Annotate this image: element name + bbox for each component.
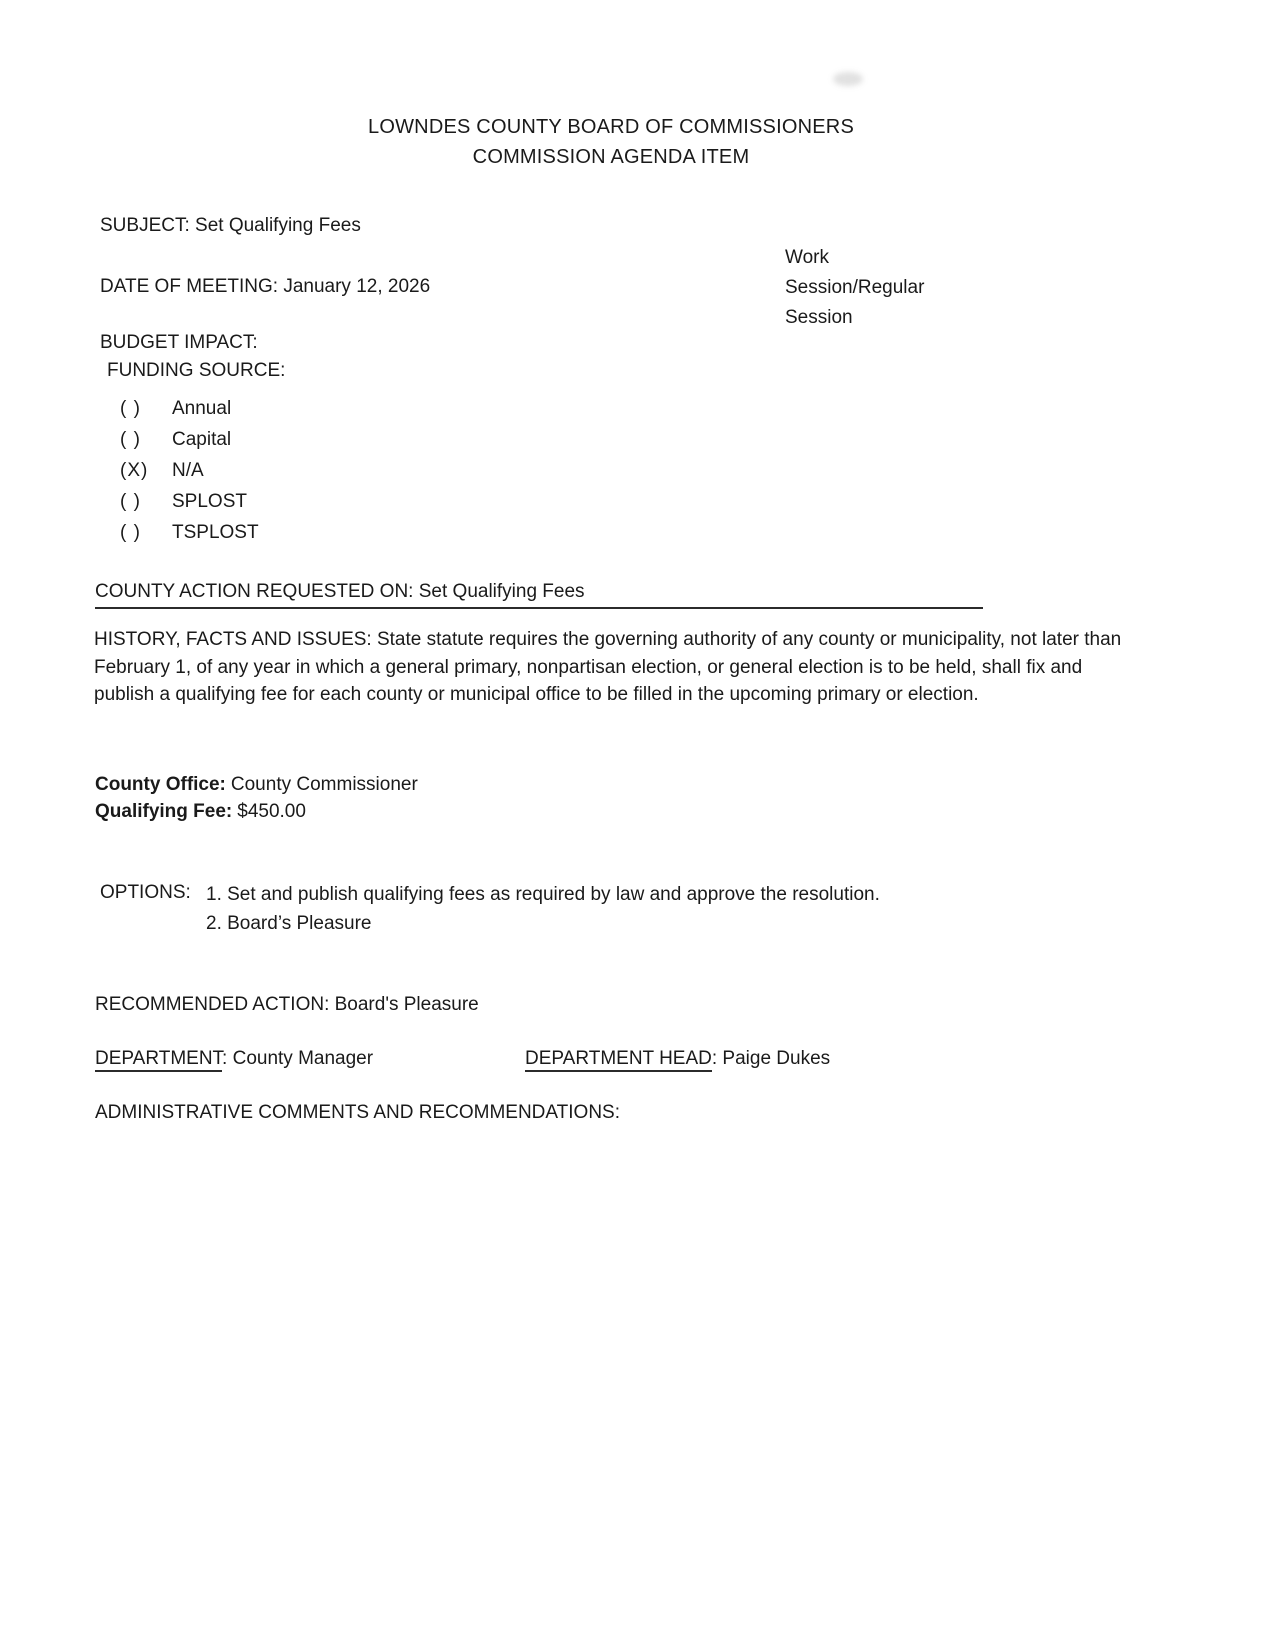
document-title-line1: LOWNDES COUNTY BOARD OF COMMISSIONERS	[368, 116, 854, 138]
checkbox-capital: ( )	[120, 428, 141, 450]
department-head-line	[525, 1046, 830, 1072]
department-head-label: DEPARTMENT HEAD	[525, 1048, 712, 1072]
funding-option-annual	[120, 393, 259, 424]
department-value: : County Manager	[222, 1048, 374, 1069]
session-type-line3: Session	[785, 307, 853, 328]
qualifying-fee-label: Qualifying Fee:	[95, 801, 233, 822]
county-office-value: County Commissioner	[230, 774, 418, 795]
session-type-line1: Work	[785, 247, 829, 268]
funding-option-splost	[120, 486, 259, 517]
option-item-2: 2. Board’s Pleasure	[206, 913, 372, 934]
funding-option-label: Annual	[172, 397, 232, 419]
options-list	[206, 880, 880, 938]
funding-source-list	[120, 393, 259, 548]
qualifying-fee-value: $450.00	[237, 801, 306, 822]
options-block	[100, 880, 880, 938]
meeting-date-line: DATE OF MEETING: January 12, 2026	[100, 276, 431, 297]
funding-option-label: N/A	[172, 459, 204, 481]
county-office-label: County Office:	[95, 774, 226, 795]
recommended-action-line: RECOMMENDED ACTION: Board's Pleasure	[95, 994, 479, 1015]
checkbox-splost: ( )	[120, 490, 141, 512]
budget-impact-label: BUDGET IMPACT:	[100, 332, 258, 353]
qualifying-fee-line	[95, 799, 306, 825]
subject-line: SUBJECT: Set Qualifying Fees	[100, 215, 361, 236]
session-type-line2: Session/Regular	[785, 277, 925, 298]
department-label: DEPARTMENT	[95, 1048, 222, 1072]
county-action-requested-line: COUNTY ACTION REQUESTED ON: Set Qualifying Fees	[95, 579, 983, 609]
funding-source-label: FUNDING SOURCE:	[107, 360, 286, 381]
department-head-value: : Paige Dukes	[711, 1048, 831, 1069]
funding-option-label: Capital	[172, 428, 232, 450]
funding-option-capital	[120, 424, 259, 455]
document-title-line2: COMMISSION AGENDA ITEM	[472, 146, 750, 168]
county-office-line	[95, 772, 418, 798]
options-label: OPTIONS:	[100, 882, 191, 903]
checkbox-tsplost: ( )	[120, 521, 141, 543]
department-line	[95, 1046, 373, 1072]
funding-option-tsplost	[120, 517, 259, 548]
funding-option-label: TSPLOST	[172, 521, 259, 543]
checkbox-na-checked: (X)	[120, 459, 149, 481]
administrative-comments-label: ADMINISTRATIVE COMMENTS AND RECOMMENDATIONS:	[95, 1102, 620, 1123]
session-type-block	[785, 243, 924, 333]
document-header	[0, 112, 1222, 172]
history-facts-issues-paragraph: HISTORY, FACTS AND ISSUES: State statute requires the governing authority of any county or municipality, not later than February 1, of any year in which a general primary, nonpartisan election, or general election is to be held, shall fix and publish a qualifying fee for each county or municipal office to be filled in the upcoming primary or election.	[94, 629, 1122, 705]
scan-artifact-smudge	[833, 72, 863, 86]
checkbox-annual: ( )	[120, 397, 141, 419]
option-item-1: 1. Set and publish qualifying fees as required by law and approve the resolution.	[206, 884, 880, 905]
funding-option-na	[120, 455, 259, 486]
funding-option-label: SPLOST	[172, 490, 247, 512]
